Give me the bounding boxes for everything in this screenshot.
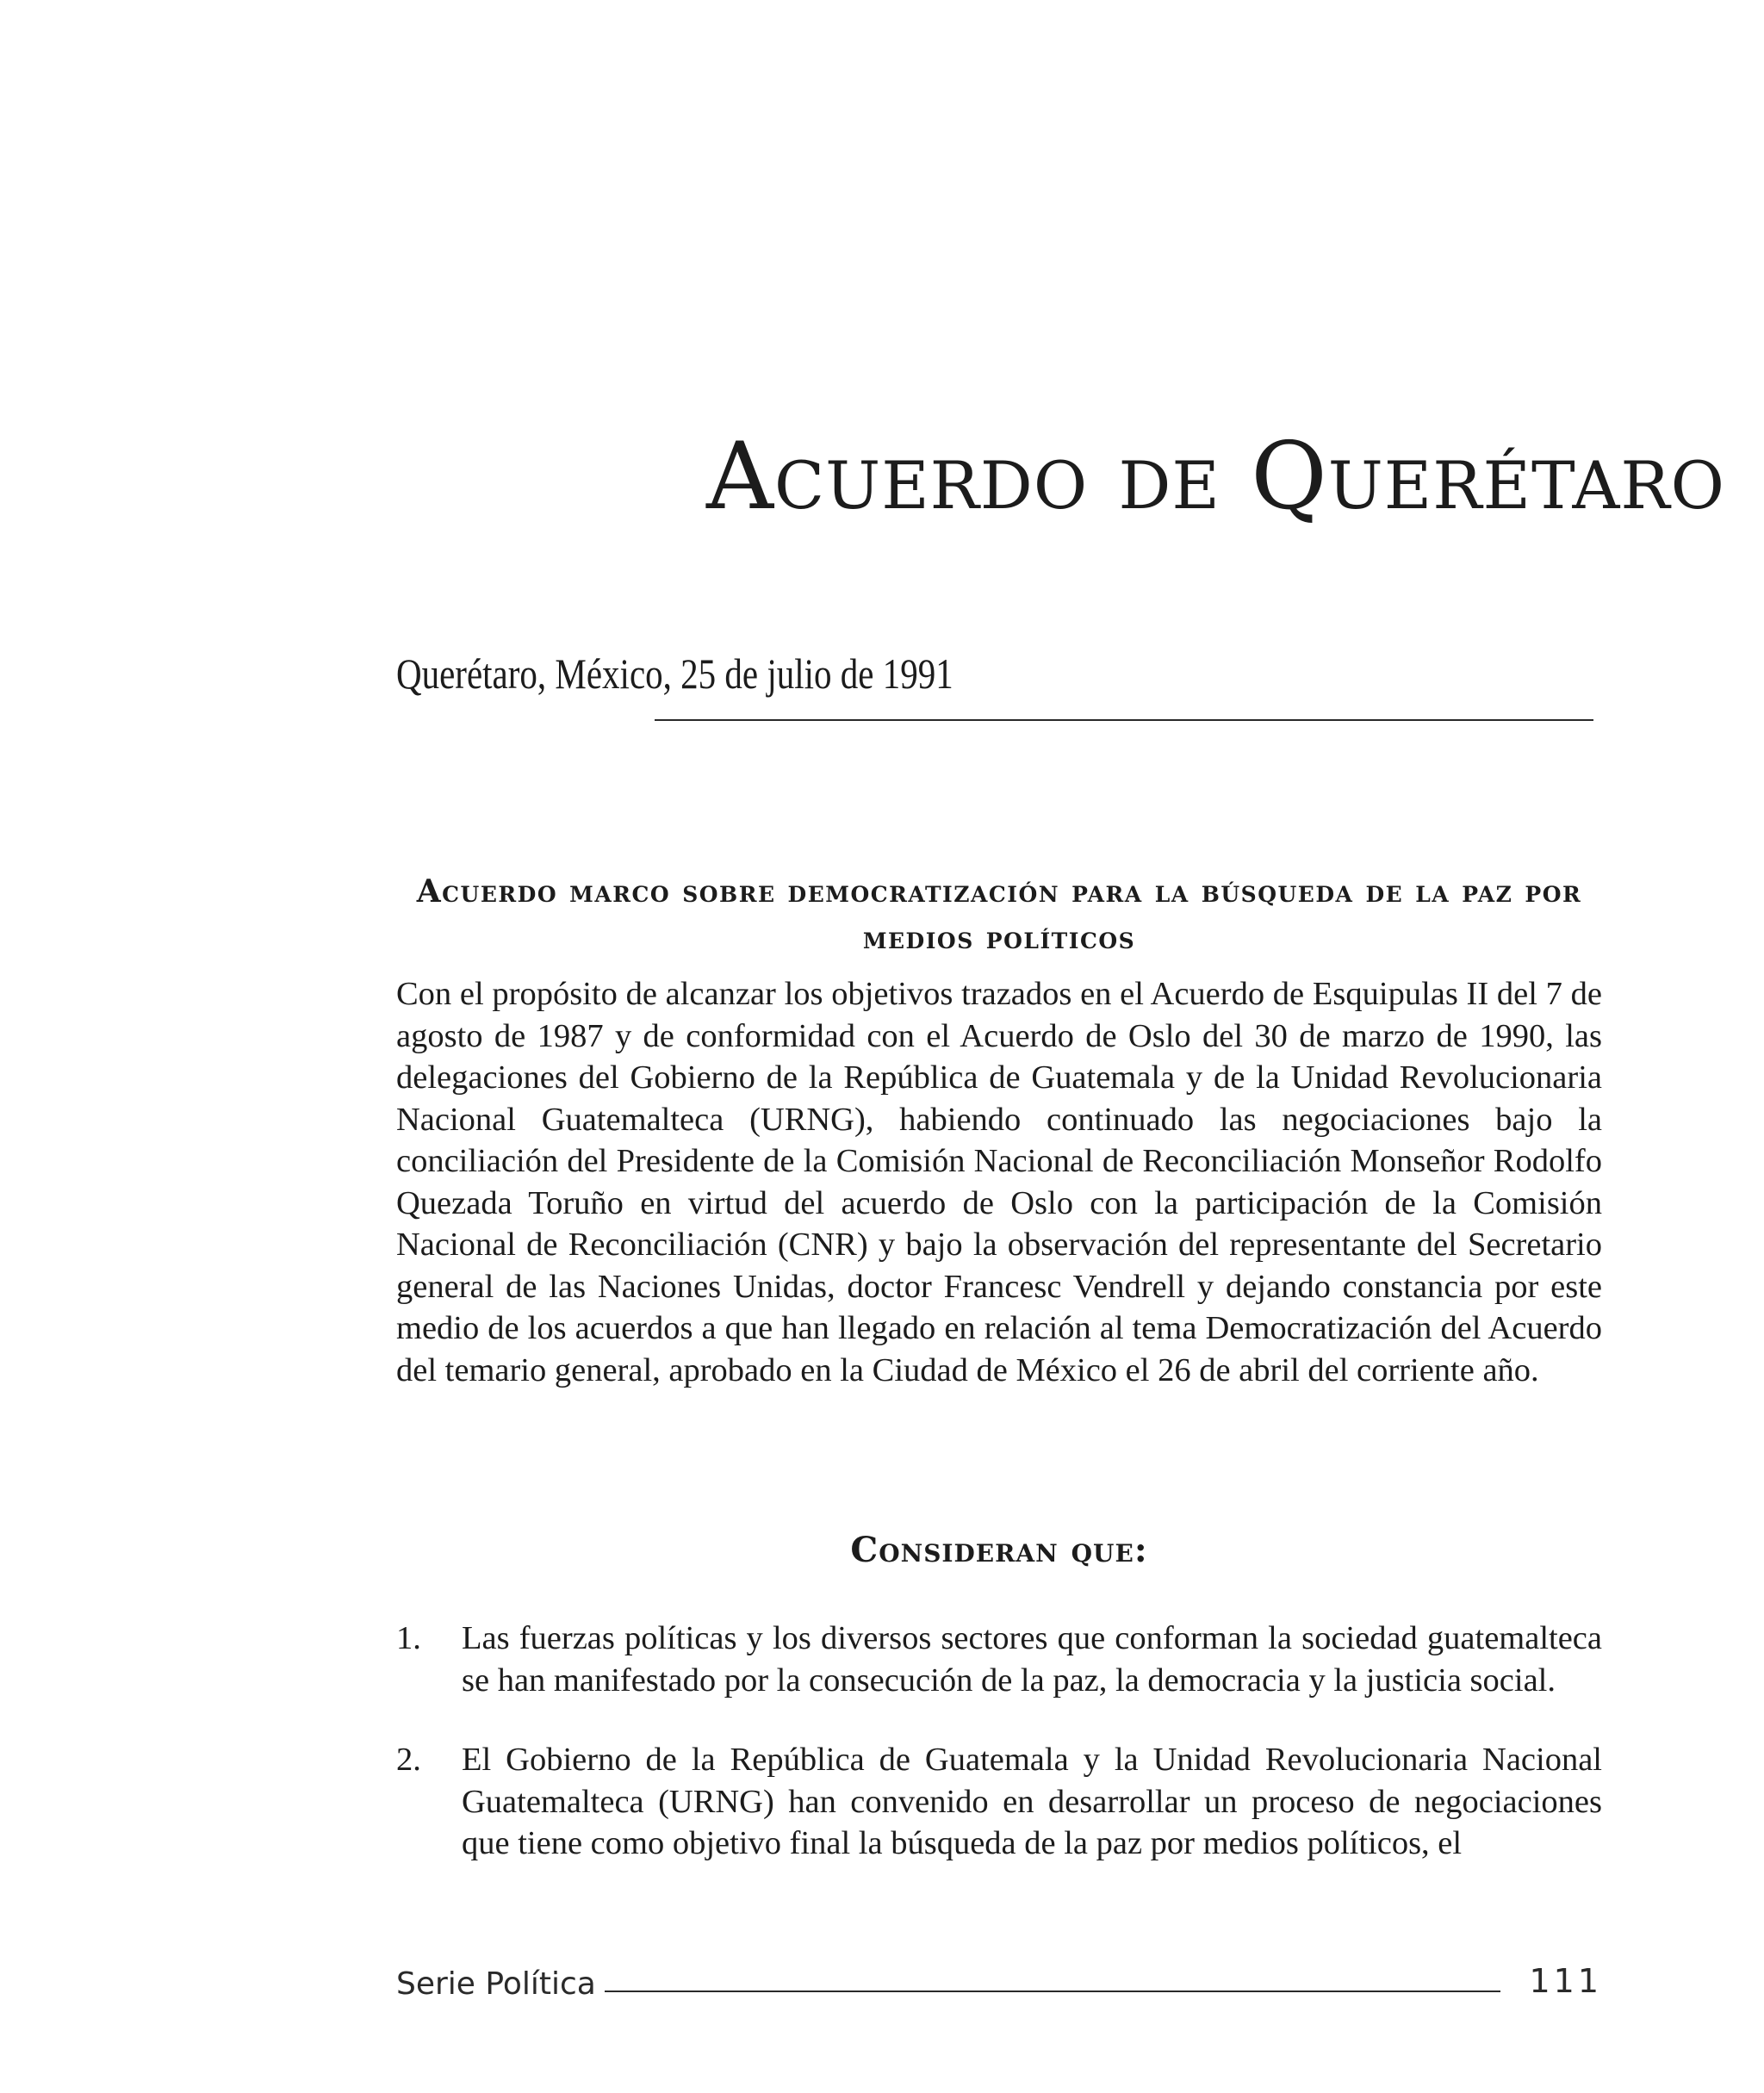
page-number: 111 <box>1529 1962 1602 2000</box>
list-item <box>396 1618 1602 1701</box>
list-item-number: 2. <box>396 1742 421 1778</box>
page-title: Acuerdo de Querétaro <box>706 423 1725 531</box>
footer-series-label: Serie Política <box>396 1966 596 2002</box>
date-line: Querétaro, México, 25 de julio de 1991 <box>396 649 953 698</box>
section-heading: Acuerdo marco sobre democratización para la búsqueda de la paz por medios políticos <box>416 873 1582 956</box>
intro-paragraph: Con el propósito de alcanzar los objetivos trazados en el Acuerdo de Esquipulas II del 7 de agosto de 1987 y de conformidad con el Acuerdo de Oslo del 30 de marzo de 1990, las delegaciones del Gobierno de la República de Guatemala y de la Unidad Revolucionaria Nacional Guatemalteca (URNG), habiendo continuado las negociaciones bajo la conciliación del Presidente de la Comisión Nacional de Reconciliación Monseñor Rodolfo Quezada Toruño en virtud del acuerdo de Oslo con la participación de la Comisión Nacional de Reconciliación (CNR) y bajo la observación del representante del Secretario general de las Naciones Unidas, doctor Francesc Vendrell y dejando constancia por este medio de los acuerdos a que han llegado en relación al tema Democratización del Acuerdo del temario general, aprobado en la Ciudad de México el 26 de abril del corriente año. <box>396 976 1602 1388</box>
consider-heading: Consideran que: <box>850 1530 1148 1570</box>
list-item <box>396 1739 1602 1865</box>
list-item-number: 1. <box>396 1620 421 1656</box>
footer-divider <box>605 1991 1500 1992</box>
list-item-text: Las fuerzas políticas y los diversos sectores que conforman la sociedad guatemalteca se han manifestado por la consecución de la paz, la democracia y la justicia social. <box>462 1620 1602 1699</box>
list-item-text: El Gobierno de la República de Guatemala y la Unidad Revolucionaria Nacional Guatemalteca (URNG) han convenido en desarrollar un proceso de negociaciones que tiene como objetivo final la búsqueda de la paz por medios políticos, el <box>462 1742 1602 1861</box>
numbered-list <box>396 1618 1602 1903</box>
date-divider <box>655 719 1593 721</box>
